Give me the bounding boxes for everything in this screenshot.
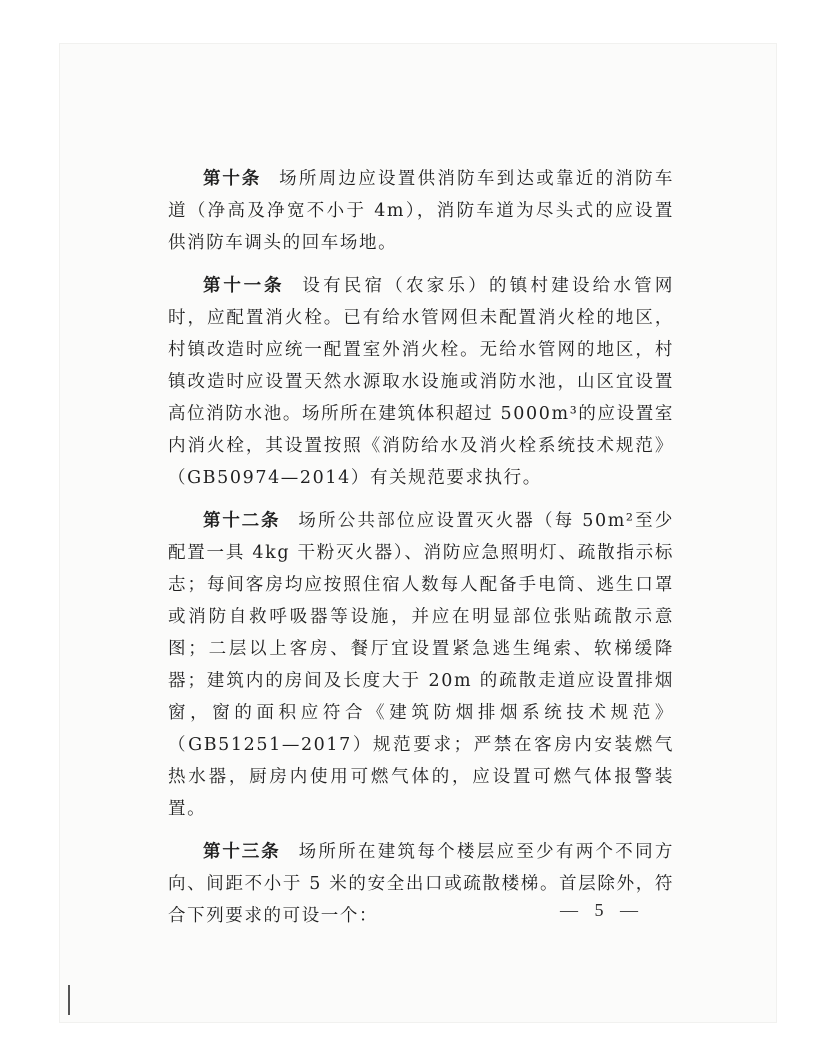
article-12-heading: 第十二条 bbox=[203, 511, 281, 531]
article-11 bbox=[168, 270, 674, 494]
article-10-heading: 第十条 bbox=[203, 169, 262, 189]
article-12 bbox=[168, 505, 674, 825]
article-10-text: 场所周边应设置供消防车到达或靠近的消防车道（净高及净宽不小于 4m），消防车道为尽头式的应设置供消防车调头的回车场地。 bbox=[168, 169, 674, 253]
article-13-heading: 第十三条 bbox=[203, 842, 281, 862]
binding-edge-mark bbox=[68, 985, 70, 1015]
article-13-text: 场所所在建筑每个楼层应至少有两个不同方向、间距不小于 5 米的安全出口或疏散楼梯。首层除外，符合下列要求的可设一个： bbox=[168, 842, 674, 926]
page-number: — 5 — bbox=[560, 900, 644, 920]
article-11-heading: 第十一条 bbox=[203, 276, 285, 296]
article-10 bbox=[168, 163, 674, 259]
regulation-body bbox=[168, 163, 674, 943]
article-11-text: 设有民宿（农家乐）的镇村建设给水管网时，应配置消火栓。已有给水管网但未配置消火栓的地区，村镇改造时应统一配置室外消火栓。无给水管网的地区，村镇改造时应设置天然水源取水设施或消防水池，山区宜设置高位消防水池。场所所在建筑体积超过 5000m³的应设置室内消火栓，其设置按照《消防给水及消火栓系统技术规范》（GB50974—2014）有关规范要求执行。 bbox=[168, 276, 674, 488]
article-12-text: 场所公共部位应设置灭火器（每 50m²至少配置一具 4kg 干粉灭火器）、消防应急照明灯、疏散指示标志；每间客房均应按照住宿人数每人配备手电筒、逃生口罩或消防自救呼吸器等设施，并应在明显部位张贴疏散示意图；二层以上客房、餐厅宜设置紧急逃生绳索、软梯缓降器；建筑内的房间及长度大于 20m 的疏散走道应设置排烟窗，窗的面积应符合《建筑防烟排烟系统技术规范》（GB51251—2017）规范要求；严禁在客房内安装燃气热水器，厨房内使用可燃气体的，应设置可燃气体报警装置。 bbox=[168, 511, 674, 819]
